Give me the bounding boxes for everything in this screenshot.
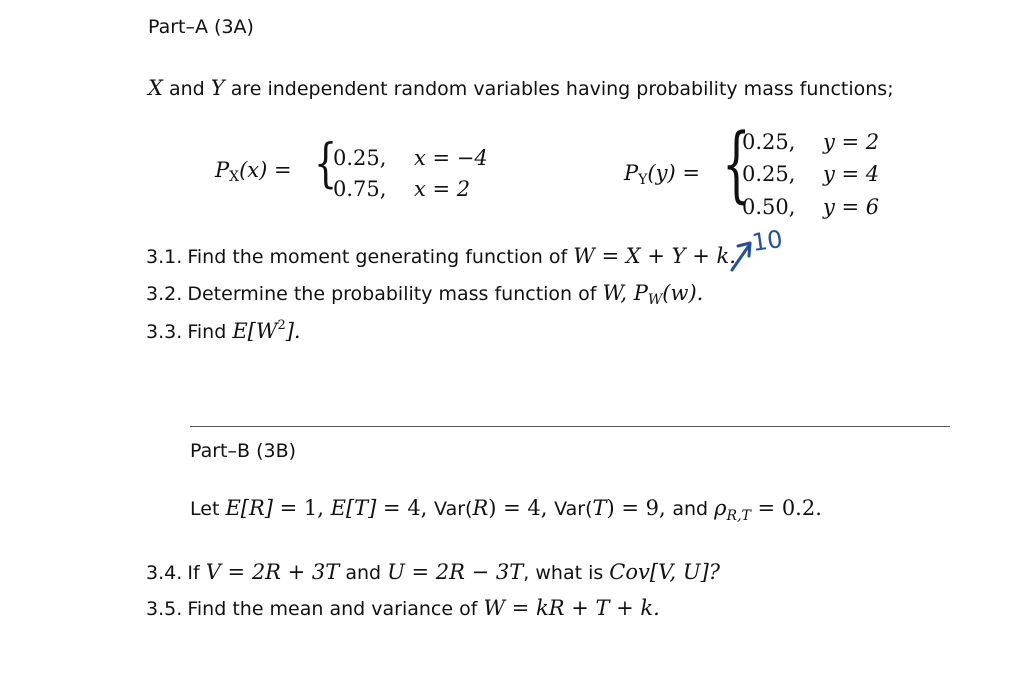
question-3-2-math: W, P	[602, 281, 648, 305]
given-varr-val: ) = 4,	[488, 496, 555, 520]
py-case-2-cond: y = 4	[823, 162, 880, 186]
py-case-3-cond: y = 6	[823, 195, 880, 219]
question-3-4-m3: Cov[V, U]?	[609, 560, 721, 584]
var-y: Y	[210, 76, 225, 100]
question-3-5	[146, 596, 660, 620]
question-3-2-num: 3.2.	[146, 283, 183, 305]
px-case-2	[333, 177, 387, 201]
py-brace: {	[722, 117, 751, 212]
var-x: X	[148, 76, 163, 100]
px-label	[215, 158, 292, 185]
question-3-1	[146, 244, 736, 268]
px-brace: {	[314, 134, 338, 194]
given-et: E[T]	[330, 496, 377, 520]
question-3-2-text: Determine the probability mass function of	[187, 283, 603, 305]
part-b-heading: Part–B (3B)	[190, 440, 297, 462]
question-3-2-sub: W	[647, 292, 663, 308]
py-case-3-value: 0.50,	[742, 195, 796, 219]
px-case-1-cond: x = −4	[414, 146, 488, 170]
py-label	[624, 161, 700, 188]
question-3-4-m2: U = 2R − 3T	[387, 560, 524, 584]
px-case-1-value: 0.25,	[333, 146, 387, 170]
question-3-1-math: W = X + Y + k.	[573, 244, 736, 268]
py-case-1-value: 0.25,	[742, 130, 796, 154]
question-3-1-num: 3.1.	[146, 246, 183, 268]
question-3-4-num: 3.4.	[146, 562, 183, 584]
given-and: and	[672, 498, 715, 520]
px-case-1	[333, 146, 387, 170]
given-rho-sub: R,T	[726, 508, 751, 524]
given-rho: ρ	[714, 496, 727, 520]
intro-and: and	[162, 78, 211, 100]
question-3-5-num: 3.5.	[146, 598, 183, 620]
part-a-heading: Part–A (3A)	[148, 16, 254, 38]
intro-rest: are independent random variables having probability mass functions;	[224, 78, 894, 100]
given-er: E[R]	[225, 496, 273, 520]
handwritten-note: 10	[750, 225, 785, 257]
question-3-3-math2: ].	[285, 319, 301, 343]
px-case-2-cond: x = 2	[414, 177, 471, 201]
question-3-3-math: E[W	[232, 319, 278, 343]
question-3-2	[146, 281, 703, 308]
given-vart-val: ) = 9,	[606, 496, 673, 520]
py-case-1-cond: y = 2	[823, 130, 880, 154]
part-a-intro	[148, 76, 894, 100]
given-er-val: = 1,	[272, 496, 331, 520]
question-3-5-pre: Find the mean and variance of	[187, 598, 484, 620]
question-3-5-m1: W = kR + T + k.	[483, 596, 660, 620]
py-sub: Y	[638, 172, 648, 188]
px-case-2-value: 0.75,	[333, 177, 387, 201]
question-3-4	[146, 560, 720, 584]
given-et-val: = 4,	[376, 496, 435, 520]
given-varr-r: R	[472, 496, 489, 520]
question-3-4-mid2: , what is	[523, 562, 610, 584]
given-varr: Var(	[434, 498, 473, 520]
question-3-3-sup: 2	[277, 318, 286, 333]
question-3-2-math2: (w).	[662, 281, 704, 305]
question-3-4-m1: V = 2R + 3T	[205, 560, 340, 584]
given-vart-t: T	[592, 496, 607, 520]
question-3-4-pre: If	[187, 562, 206, 584]
question-3-3-num: 3.3.	[146, 321, 183, 343]
px-p: P	[215, 158, 230, 182]
py-case-2-value: 0.25,	[742, 162, 796, 186]
px-sub: X	[229, 169, 240, 185]
part-b-given	[190, 496, 822, 524]
question-3-4-mid: and	[339, 562, 388, 584]
px-arg: (x) =	[239, 158, 292, 182]
given-prefix: Let	[190, 498, 226, 520]
question-3-1-text: Find the moment generating function of	[187, 246, 574, 268]
py-p: P	[624, 161, 639, 185]
question-3-3	[146, 318, 301, 343]
py-arg: (y) =	[647, 161, 700, 185]
section-divider	[190, 426, 950, 427]
given-vart: Var(	[554, 498, 593, 520]
question-3-3-text: Find	[187, 321, 233, 343]
given-rho-val: = 0.2.	[750, 496, 822, 520]
